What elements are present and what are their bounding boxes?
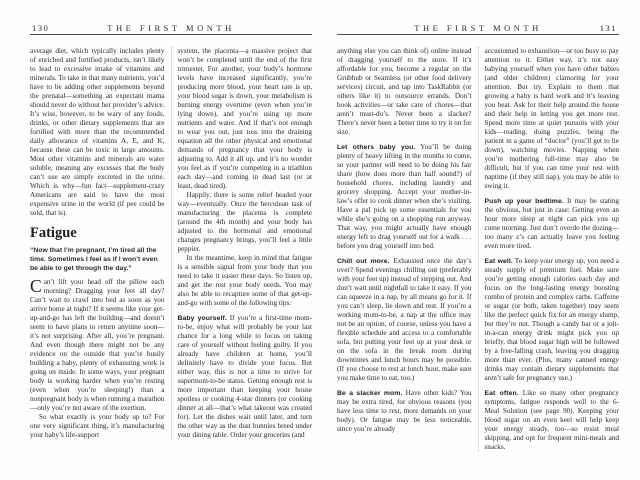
tip-paragraph [337,143,472,251]
running-head: THE FIRST MONTH [414,23,542,33]
running-head: THE FIRST MONTH [107,23,235,33]
right-page-columns [337,47,619,452]
tip-paragraph [178,314,313,440]
drop-cap: C [30,276,42,296]
tip-paragraph [485,389,620,452]
page-number: 131 [599,23,617,33]
tip-text: To keep your energy up, you need a steady supply of premium fuel. Make sure you’re getting enough calories each day and focus on the long-lasting energy boosting combo of protein and complex carbs. Caffeine or sugar (or both, taken together) may seem like the perfect quick fix for an energy slump, but they’re not. Though a candy bar or a jolt-in-a-can energy drink might pick you up briefly, that blood sugar high will be followed by a free-falling crash, leaving you dragging more than ever. (Plus, many canned energy drinks may contain dietary supplements that aren’t safe for pregnancy use.) [484,257,619,382]
tip-paragraph [485,257,620,383]
paragraph: average diet, which typically includes plenty of enriched and fortified products, isn’t likely to lead to excessive intake of vitamins and minerals. To take in that many nutrients, you’d have to be adding other supplements beyond the prenatal—something an expectant mama should never do without her provider’s advice. It’s wise, however, to be wary of any foods, drinks, or other dietary supplements that are fortified with more than the recommended daily allowance of vitamins A, E, and K, because these can be toxic in large amounts. Most other vitamins and minerals are water soluble, meaning any excesses that the body can’t use are simply excreted in the urine. Which is why—fun fact—supplement-crazy Americans are said to have the most expensive urine in the world (if pee could be sold, that is). [30,47,165,217]
right-page-column-2 [478,47,620,452]
right-page-column-1 [337,47,472,434]
right-page [337,23,619,452]
tip-paragraph [337,389,472,434]
left-page-column-1 [30,47,165,440]
tip-lead: Eat well. [484,258,513,265]
reader-quote: “Now that I’m pregnant, I’m tired all the time. Sometimes I feel as if I won’t even be able to get through the day.” [30,247,158,272]
tip-paragraph [485,197,620,251]
right-page-header [337,23,619,35]
paragraph: So what exactly is your body up to? For one very significant thing, it’s manufacturing your baby’s life-support [30,413,165,439]
tip-text: It may be stating the obvious, but just in case: Getting even an hour more sleep at night can pick you up come morning. Just don’t overdo the dozing—too many z’s can actually leave you feeling even more tired. [484,197,620,250]
tip-lead: Let others baby you. [337,144,416,151]
tip-text: If you’re a first-time mom-to-be, enjoy what will probably be your last chance for a long while to focus on taking care of yourself without feeling guilty. If you already have children at home, you’ll definitely have to divide your focus. But either way, this is not a time to strive for supermom-to-be status. Getting enough rest is more important than keeping your house spotless or cooking 4-star dinners (or cooking dinner at all—that’s what takeout was created for). Let the dishes wait until later, and turn the other way as the dust bunnies breed under your dining table. Order your groceries (and [177,314,312,439]
paragraph [30,278,165,413]
tip-lead: Baby yourself. [177,315,227,322]
section-heading-fatigue: Fatigue [30,225,77,241]
left-page-header [30,23,312,35]
tip-text: Have other kids? You may be extra tired, for obvious reasons (you have less time to rest, more demands on your body). Or fatigue may be less noticeable, since you’re already [337,389,472,433]
paragraph: anything else you can think of) online instead of dragging yourself to the store. If it’s affordable for you, become a regular on the Grubhub or Seamless (or other food delivery services) circuit, and tap into TaskRabbit (or others like it) to outsource errands. Don’t book activities—or take care of chores—that aren’t must-do’s. Never been a slacker? There’s never been a better time to try it on for size. [337,47,472,136]
tip-lead: Chill out more. [337,258,390,265]
left-page-column-2 [171,47,313,440]
left-page [30,23,312,452]
tip-lead: Push up your bedtime. [484,198,564,205]
paragraph-text: an’t lift your head off the pillow each morning? Dragging your feet all day? Can’t wait to crawl into bed as soon as you arrive home at night? If it seems like your get-up-and-go has left the building—and doesn’t seem to have plans to return anytime soon—it’s not surprising. After all, you’re pregnant. And even though there might not be any evidence on the outside that you’re busily building a baby, plenty of exhausting work is going on inside. In some ways, your pregnant body is working harder when you’re resting (even when you’re sleeping!) than a nonpregnant body is when running a marathon—only you’re not aware of the exertion. [30,278,165,412]
tip-paragraph [337,257,472,383]
tip-text: Like so many other pregnancy symptoms, fatigue responds well to the 6-Meal Solution (see page 90). Keeping your blood sugar on an even keel will help keep your energy steady, too—so resist meal skipping, and opt for frequent mini-meals and snacks. [484,389,619,451]
paragraph: accustomed to exhaustion—or too busy to pay attention to it. Either way, it’s not easy babying yourself when you have other babies (and older children) clamoring for your attention. But try. Explain to them that growing a baby is hard work and it’s leaving you beat. Ask for their help around the house and their help in letting you get more rest. Spend more time at quiet pursuits with your kids—reading, doing puzzles, being the patient in a game of “doctor” (you’ll get to lie down), watching movies. Napping when you’re mothering full-time may also be difficult, but if you can time your rest with naptime (if they still nap), you may be able to swing it. [484,47,619,190]
tip-lead: Eat often. [484,390,519,397]
tip-lead: Be a slacker mom. [337,390,403,397]
left-page-columns [30,47,312,440]
paragraph: Happily, there is some relief headed your way—eventually. Once the herculean task of manufacturing the placenta is complete (around the 4th month) and your body has adjusted to the hormonal and emotional changes pregnancy brings, you’ll feel a little peppier. [177,191,312,253]
page-number: 130 [32,23,50,33]
tip-text: You’ll be doing plenty of heavy lifting in the months to come, so your partner will need to be doing his fair share (how does more than half sound?) of household chores, including laundry and grocery shopping. Accept your mother-in-law’s offer to cook dinner when she’s visiting. Have a pal pick up some essentials for you while she’s going on a shopping run anyway. That way, you might actually have enough energy left to drag yourself out for a walk . . . before you drag yourself into bed. [337,143,472,250]
tip-text: Exhausted once the day’s over? Spend evenings chilling out (preferably with your feet up) instead of stepping out. And don’t wait until nightfall to take it easy. If you can squeeze in a nap, by all means go for it. If you can’t sleep, lie down and rest. If you’re a working mom-to-be, a nap at the office may not be an option, of course, unless you have a flexible schedule and access to a comfortable sofa, but putting your feet up at your desk or on the sofa in the break room during downtimes and lunch hours may be possible. (If you choose to rest at lunch hour, make sure you make time to eat, too.) [337,257,472,382]
paragraph: In the meantime, keep in mind that fatigue is a sensible signal from your body that you need to take it easier these days. So listen up, and get the rest your body needs. You may also be able to recapture some of that get-up-and-go with some of the following tips: [177,254,312,307]
paragraph: system, the placenta—a massive project that won’t be completed until the end of the first trimester. For another, your body’s hormone levels have increased significantly, you’re producing more blood, your heart rate is up, your blood sugar is down, your metabolism is burning energy overtime (even when you’re lying down), and you’re using up more nutrients and water. And if that’s not enough to wear you out, just toss into the draining equation all the other physical and emotional demands of pregnancy that your body is adjusting to. Add it all up, and it’s no wonder you feel as if you’re competing in a triathlon each day—and coming in dead last (or at least, dead tired). [177,47,312,190]
